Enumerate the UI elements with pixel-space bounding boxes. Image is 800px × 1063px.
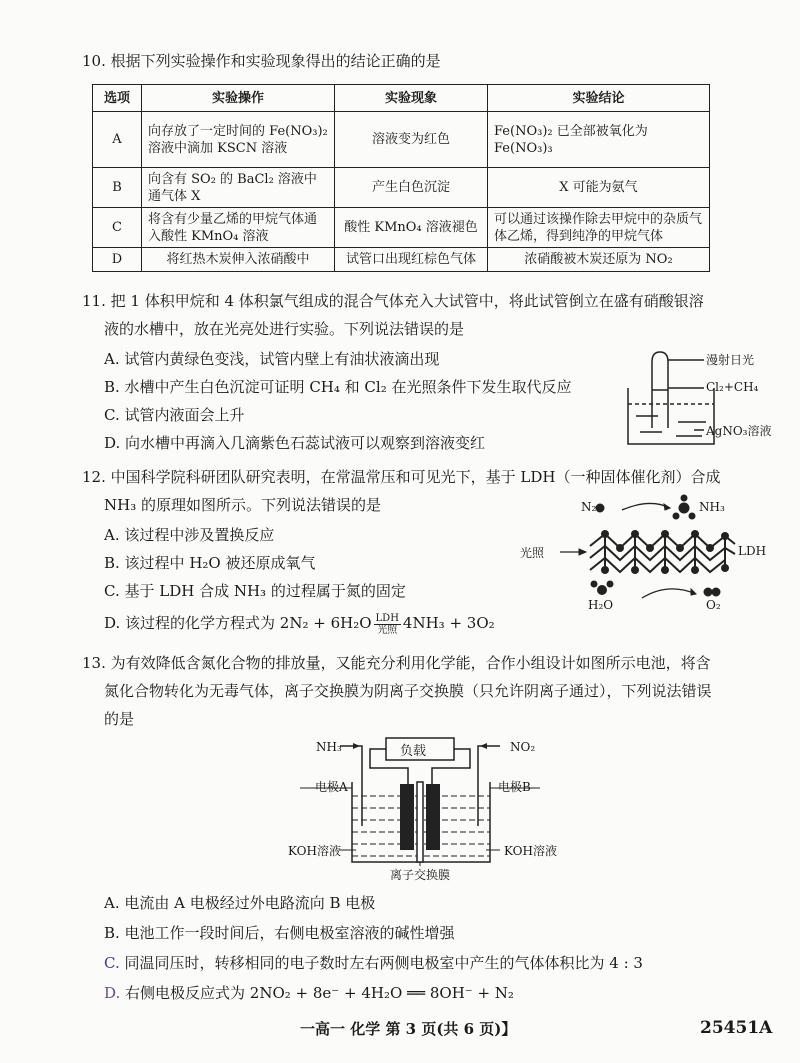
q13-stem-line3: 的是 [104, 710, 135, 728]
q11-light-label: 漫射日光 [706, 353, 755, 367]
condition-catalyst: LDH [375, 612, 399, 624]
page-footer: 一高一 化学 第 3 页(共 6 页)】 [300, 1020, 517, 1038]
header-phenomenon: 实验现象 [335, 85, 488, 112]
q13-membrane-label: 离子交换膜 [390, 868, 451, 882]
row-conclusion: 浓硝酸被木炭还原为 NO₂ [488, 248, 710, 272]
reaction-condition [374, 613, 401, 636]
header-operation: 实验操作 [142, 85, 335, 112]
option-letter: C. [104, 954, 120, 972]
q11-stem-line1: 11. 把 1 体积甲烷和 4 体积氯气组成的混合气体充入大试管中，将此试管倒立在盛有硝酸银溶 [82, 292, 704, 310]
q12-option-d [104, 612, 495, 636]
q12-option-d-left: D. 该过程的化学方程式为 2N₂ + 6H₂O [104, 614, 372, 632]
q10-stem: 10. 根据下列实验操作和实验现象得出的结论正确的是 [82, 52, 441, 70]
q12-option-d-right: 4NH₃ + 3O₂ [402, 614, 495, 632]
row-conclusion: X 可能为氨气 [488, 168, 710, 208]
table-row [93, 112, 710, 168]
q13-no2-label: NO₂ [510, 740, 536, 754]
table-header-row [93, 85, 710, 112]
q12-option-a: A. 该过程中涉及置换反应 [104, 526, 275, 544]
row-conclusion: 可以通过该操作除去甲烷中的杂质气体乙烯，得到纯净的甲烷气体 [488, 208, 710, 248]
header-option: 选项 [93, 85, 142, 112]
row-conclusion: Fe(NO₃)₂ 已全部被氧化为 Fe(NO₃)₃ [488, 112, 710, 168]
row-option: A [93, 112, 142, 168]
table-row [93, 248, 710, 272]
q12-nh3-label: NH₃ [699, 500, 725, 514]
q10-table [92, 84, 710, 272]
row-phenomenon: 产生白色沉淀 [335, 168, 488, 208]
row-operation: 将红热木炭伸入浓硝酸中 [142, 248, 335, 272]
row-operation: 将含有少量乙烯的甲烷气体通入酸性 KMnO₄ 溶液 [142, 208, 335, 248]
q13-stem-line1: 13. 为有效降低含氮化合物的排放量，又能充分利用化学能，合作小组设计如图所示电池，将含 [82, 654, 711, 672]
q13-electrode-b-label: 电极B [498, 780, 531, 794]
q12-option-b: B. 该过程中 H₂O 被还原成氧气 [104, 554, 316, 572]
option-letter: D. [104, 984, 121, 1002]
q11-option-b: B. 水槽中产生白色沉淀可证明 CH₄ 和 Cl₂ 在光照条件下发生取代反应 [104, 378, 572, 396]
row-operation: 向存放了一定时间的 Fe(NO₃)₂ 溶液中滴加 KSCN 溶液 [142, 112, 335, 168]
row-phenomenon: 酸性 KMnO₄ 溶液褪色 [335, 208, 488, 248]
row-phenomenon: 溶液变为红色 [335, 112, 488, 168]
q13-option-c [104, 952, 643, 974]
q13-koh-right-label: KOH溶液 [504, 844, 557, 858]
table-row [93, 168, 710, 208]
q12-h2o-label: H₂O [588, 598, 614, 612]
header-conclusion: 实验结论 [488, 85, 710, 112]
q13-load-label: 负载 [400, 744, 427, 759]
condition-light: 光照 [377, 624, 398, 636]
q12-option-c: C. 基于 LDH 合成 NH₃ 的过程属于氮的固定 [104, 582, 406, 600]
q12-n2-label: N₂ [581, 500, 597, 514]
q13-stem-line2: 氮化合物转化为无毒气体，离子交换膜为阴离子交换膜（只允许阴离子通过），下列说法错误 [104, 682, 712, 700]
q13-nh3-label: NH₃ [316, 740, 342, 754]
row-option: D [93, 248, 142, 272]
q12-stem-line1: 12. 中国科学院科研团队研究表明，在常温常压和可见光下，基于 LDH（一种固体催化剂）合成 [82, 468, 721, 486]
option-text: 同温同压时，转移相同的电子数时左右两侧电极室中产生的气体体积比为 4 : 3 [119, 954, 643, 972]
paper-code: 25451A [700, 1018, 773, 1038]
table-row [93, 208, 710, 248]
q12-light-label: 光照 [520, 546, 545, 560]
q13-electrode-a-label: 电极A [315, 780, 348, 794]
row-option: B [93, 168, 142, 208]
q11-option-a: A. 试管内黄绿色变浅，试管内壁上有油状液滴出现 [104, 350, 440, 368]
row-phenomenon: 试管口出现红棕色气体 [335, 248, 488, 272]
q13-koh-left-label: KOH溶液 [288, 844, 341, 858]
option-text: 右侧电极反应式为 2NO₂ + 8e⁻ + 4H₂O ══ 8OH⁻ + N₂ [120, 984, 514, 1002]
q12-ldh-label: LDH [738, 544, 767, 558]
q11-stem-line2: 液的水槽中，放在光亮处进行实验。下列说法错误的是 [104, 320, 465, 338]
q13-option-d [104, 982, 514, 1004]
q11-solution-label: AgNO₃溶液 [706, 424, 772, 438]
row-option: C [93, 208, 142, 248]
q12-o2-label: O₂ [706, 598, 721, 612]
q13-option-b: B. 电池工作一段时间后，右侧电极室溶液的碱性增强 [104, 924, 455, 942]
row-operation: 向含有 SO₂ 的 BaCl₂ 溶液中通气体 X [142, 168, 335, 208]
q11-option-d: D. 向水槽中再滴入几滴紫色石蕊试液可以观察到溶液变红 [104, 434, 486, 452]
q11-option-c: C. 试管内液面会上升 [104, 406, 245, 424]
q13-option-a: A. 电流由 A 电极经过外电路流向 B 电极 [104, 894, 376, 912]
q11-gas-label: Cl₂+CH₄ [706, 380, 759, 394]
q12-stem-line2: NH₃ 的原理如图所示。下列说法错误的是 [104, 496, 381, 514]
